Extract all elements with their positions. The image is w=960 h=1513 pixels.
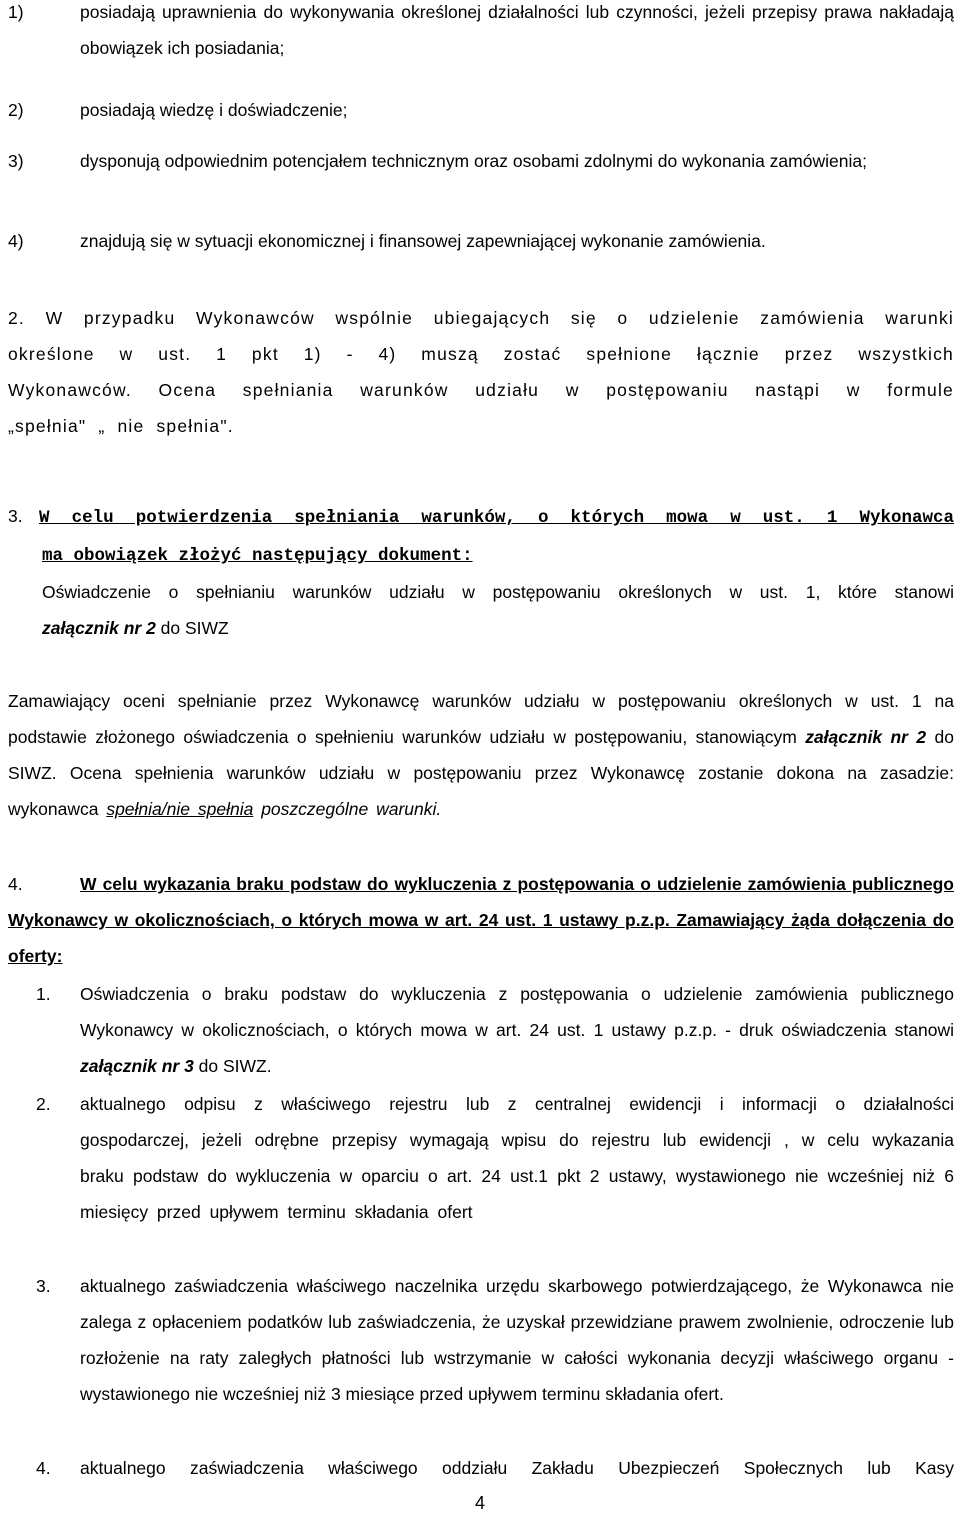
assessment-italic-underlined: spełnia/nie spełnia: [106, 799, 254, 819]
list-item-text: posiadają wiedzę i doświadczenie;: [80, 100, 348, 120]
list-item-text: do SIWZ.: [193, 1056, 272, 1076]
list-item-number: 3.: [36, 1276, 51, 1296]
list-item: [36, 1450, 954, 1486]
section-3-heading: W celu potwierdzenia spełniania warunków, o których mowa w ust. 1 Wykonawca: [39, 508, 954, 528]
attachment-ref: załącznik nr 2: [805, 727, 927, 747]
attachment-ref: załącznik nr 3: [80, 1056, 194, 1076]
list-item-number: 2.: [36, 1094, 51, 1114]
section-2-line: określone w ust. 1 pkt 1) - 4) muszą zostać spełnione łącznie przez wszystkich: [8, 344, 954, 364]
list-item-text: dysponują odpowiednim potencjałem technicznym oraz osobami zdolnymi do wykonania zamówienia;: [80, 151, 867, 171]
list-item-text: posiadają uprawnienia do wykonywania określonej działalności lub czynności, jeżeli przepisy prawa nakładają obowiązek ich posiadania;: [80, 2, 954, 58]
assessment-text: do SIWZ. Ocena spełnienia warunków udziału w postępowaniu przez Wykonawcę zostanie dokona na zasadzie: wykonawca: [8, 727, 954, 819]
list-item-text: aktualnego zaświadczenia właściwego naczelnika urzędu skarbowego potwierdzającego, że Wykonawca nie zalega z opłaceniem podatków lub zaświadczenia, że uzyskał przewidziane prawem zwolnienie, odroczenie lub rozłożenie na raty zaległych płatności lub wstrzymanie w całości wykonania decyzji właściwego organu - wystawionego nie wcześniej niż 3 miesiące przed upływem terminu składania ofert.: [80, 1276, 954, 1404]
section-4-heading: W celu wykazania braku podstaw do wykluczenia z postępowania o udzielenie zamówienia publicznego Wykonawcy w okolicznościach, o których mowa w art. 24 ust. 1 ustawy p.z.p. Zamawiający żąda dołączenia do oferty:: [8, 874, 954, 966]
attachment-ref: załącznik nr 2: [42, 618, 156, 638]
section-3-body: Oświadczenie o spełnianiu warunków udziału w postępowaniu określonych w ust. 1, które stanowi: [42, 582, 954, 602]
list-item-number: 4.: [36, 1458, 51, 1478]
section-2-line: W przypadku Wykonawców wspólnie ubiegających się o udzielenie zamówienia warunki: [45, 308, 954, 328]
assessment-italic: poszczególne warunki.: [253, 799, 442, 819]
section-number: 3.: [8, 506, 23, 526]
list-item: [8, 92, 954, 128]
list-item: [8, 143, 954, 179]
list-item-text: Oświadczenia o braku podstaw do wykluczenia z postępowania o udzielenie zamówienia publicznego Wykonawcy w okolicznościach, o których mowa w art. 24 ust. 1 ustawy p.z.p. - druk oświadczenia stanowi: [80, 984, 954, 1040]
list-item: [8, 223, 954, 259]
section-2-line: „spełnia" „ nie spełnia".: [8, 416, 234, 436]
list-item: [36, 1086, 954, 1230]
list-item-number: 4): [8, 231, 24, 251]
section-3-heading: ma obowiązek złożyć następujący dokument:: [42, 546, 473, 566]
list-item-text: aktualnego odpisu z właściwego rejestru lub z centralnej ewidencji i informacji o działalności gospodarczej, jeżeli odrębne przepisy wymagają wpisu do rejestru lub ewidencji , w celu wykazania braku podstaw do wykluczenia w oparciu o art. 24 ust.1 pkt 2 ustawy, wystawionego nie wcześniej niż 6 miesięcy przed upływem terminu składania ofert: [80, 1094, 954, 1222]
list-item-number: 2): [8, 100, 24, 120]
section-number: 2.: [8, 308, 25, 328]
list-item: [36, 976, 954, 1084]
list-item: [8, 0, 954, 66]
list-item-number: 3): [8, 151, 24, 171]
assessment-paragraph: [8, 683, 954, 827]
list-item-number: 1.: [36, 984, 51, 1004]
section-3: [8, 498, 954, 646]
section-4: [8, 866, 954, 974]
page-number: 4: [474, 1493, 485, 1513]
assessment-text: Zamawiający oceni spełnianie przez Wykonawcę warunków udziału w postępowaniu określonych w ust. 1 na podstawie złożonego oświadczenia o spełnieniu warunków udziału w postępowaniu, stanowiącym: [8, 691, 954, 747]
list-item: [36, 1268, 954, 1412]
list-item-text: znajdują się w sytuacji ekonomicznej i finansowej zapewniającej wykonanie zamówienia.: [80, 231, 766, 251]
section-number: 4.: [8, 874, 23, 894]
list-item-text: aktualnego zaświadczenia właściwego oddziału Zakładu Ubezpieczeń Społecznych lub Kasy: [80, 1458, 954, 1478]
section-2: [8, 300, 954, 444]
section-2-line: Wykonawców. Ocena spełniania warunków udziału w postępowaniu nastąpi w formule: [8, 380, 954, 400]
section-3-body-rest: do SIWZ: [155, 618, 229, 638]
list-item-number: 1): [8, 2, 24, 22]
